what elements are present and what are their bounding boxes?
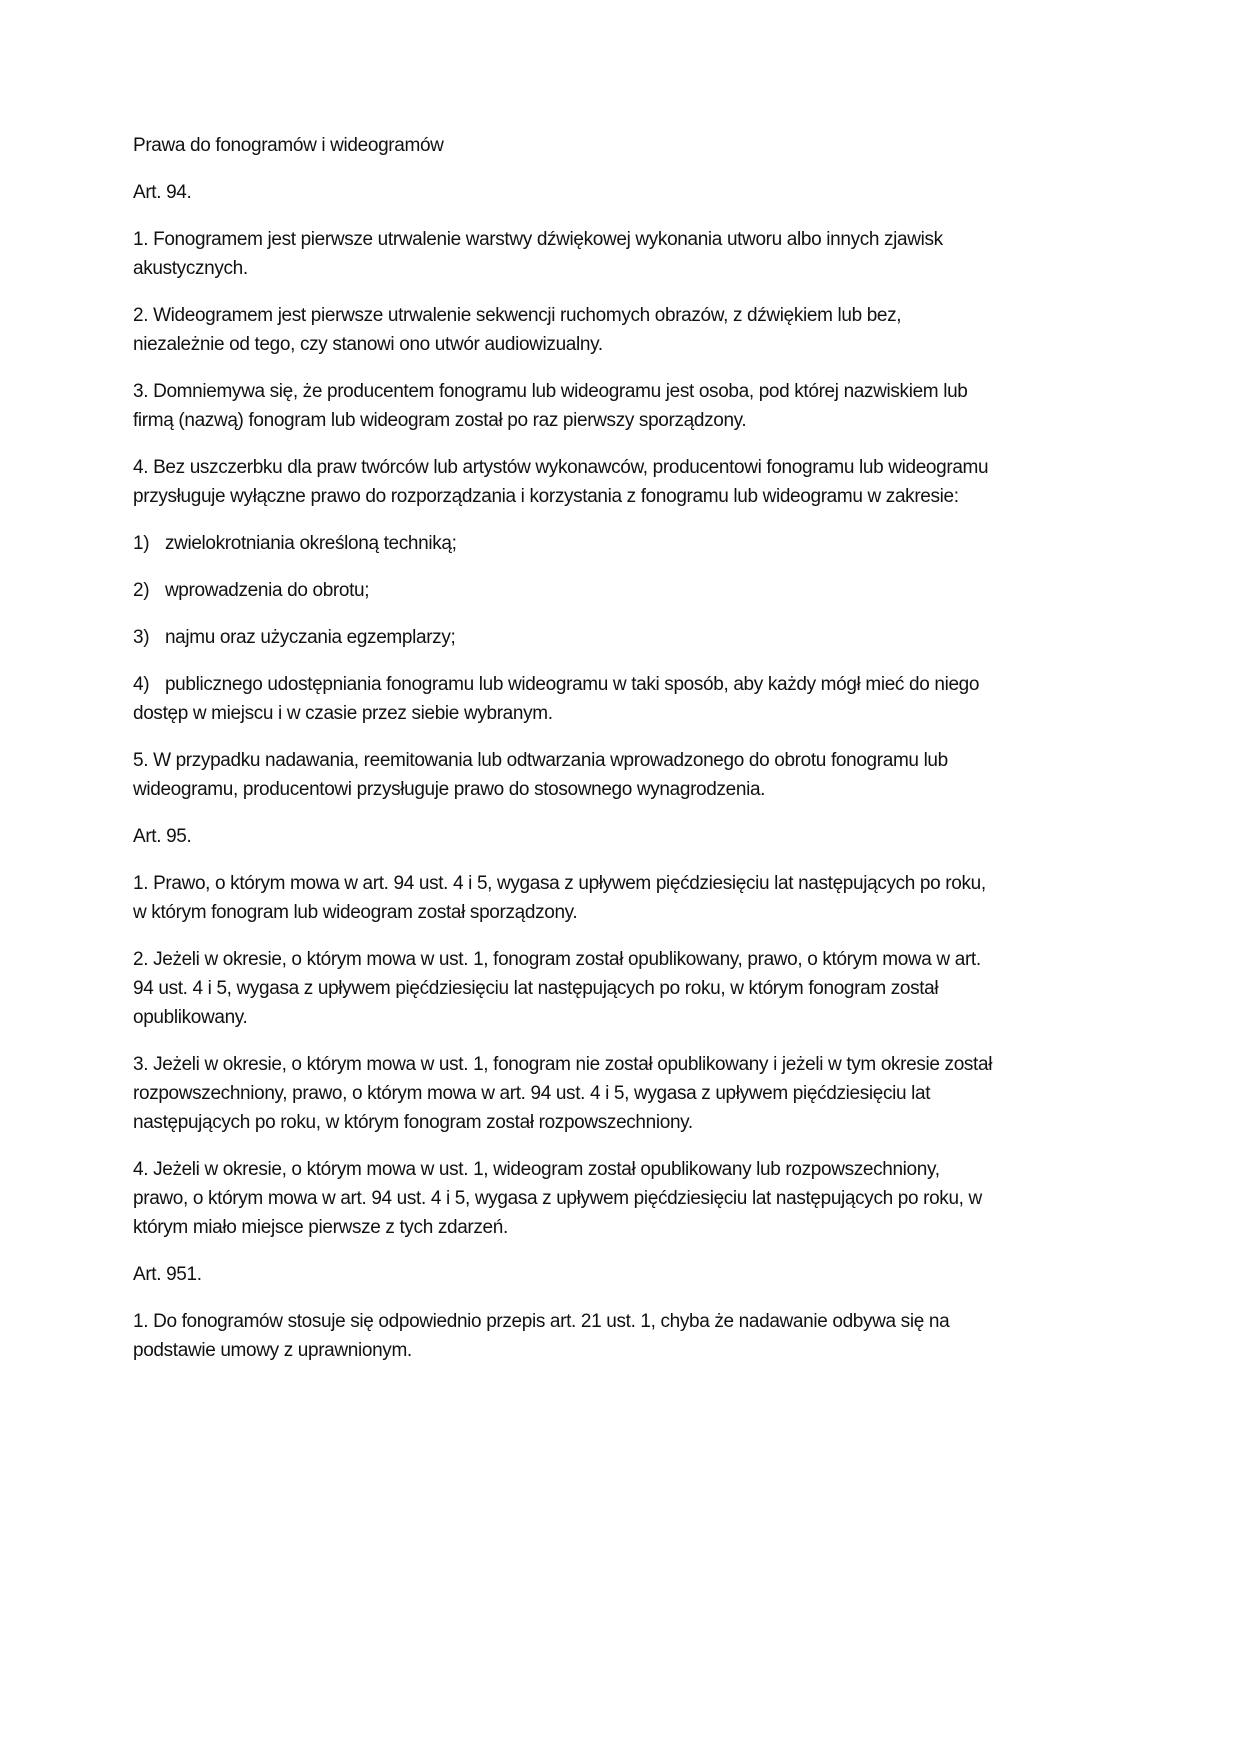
paragraph: 1. Do fonogramów stosuje się odpowiednio przepis art. 21 ust. 1, chyba że nadawanie odbywa się na podstawie umowy z uprawnionym.: [133, 1311, 950, 1361]
article-heading: Art. 94.: [133, 182, 192, 203]
list-item: [133, 576, 993, 605]
article-heading: Art. 95.: [133, 826, 192, 847]
list-text: najmu oraz użyczania egzemplarzy;: [164, 627, 456, 648]
article-heading: Art. 951.: [133, 1264, 202, 1285]
list-number: 3): [133, 627, 150, 648]
paragraph: 3. Jeżeli w okresie, o którym mowa w ust. 1, fonogram nie został opublikowany i jeżeli w tym okresie został rozpowszechniony, prawo, o którym mowa w art. 94 ust. 4 i 5, wygasa z upływem pięćdziesięciu lat następujących po roku, w którym fonogram został rozpowszechniony.: [133, 1054, 993, 1133]
paragraph: 4. Bez uszczerbku dla praw twórców lub artystów wykonawców, producentowi fonogramu lub wideogramu przysługuje wyłączne prawo do rozporządzania i korzystania z fonogramu lub wideogramu w zakresie:: [133, 457, 989, 507]
list-text: wprowadzenia do obrotu;: [164, 580, 370, 601]
paragraph: 2. Jeżeli w okresie, o którym mowa w ust. 1, fonogram został opublikowany, prawo, o którym mowa w art. 94 ust. 4 i 5, wygasa z upływem pięćdziesięciu lat następujących po roku, w którym fonogram został opublikowany.: [133, 949, 981, 1028]
list-number: 2): [133, 580, 150, 601]
paragraph: 4. Jeżeli w okresie, o którym mowa w ust. 1, wideogram został opublikowany lub rozpowszechniony, prawo, o którym mowa w art. 94 ust. 4 i 5, wygasa z upływem pięćdziesięciu lat następujących po roku, w którym miało miejsce pierwsze z tych zdarzeń.: [133, 1159, 982, 1238]
list-number: 1): [133, 533, 150, 554]
list-item: [133, 670, 993, 728]
document-page: [133, 131, 993, 1383]
paragraph: 3. Domniemywa się, że producentem fonogramu lub wideogramu jest osoba, pod której nazwiskiem lub firmą (nazwą) fonogram lub wideogram został po raz pierwszy sporządzony.: [133, 381, 968, 431]
list-item: [133, 529, 993, 558]
list-text: publicznego udostępniania fonogramu lub wideogramu w taki sposób, aby każdy mógł mieć do niego dostęp w miejscu i w czasie przez siebie wybranym.: [133, 674, 980, 724]
paragraph: 2. Wideogramem jest pierwsze utrwalenie sekwencji ruchomych obrazów, z dźwiękiem lub bez, niezależnie od tego, czy stanowi ono utwór audiowizualny.: [133, 305, 902, 355]
list-number: 4): [133, 674, 150, 695]
paragraph: 5. W przypadku nadawania, reemitowania lub odtwarzania wprowadzonego do obrotu fonogramu lub wideogramu, producentowi przysługuje prawo do stosownego wynagrodzenia.: [133, 750, 948, 800]
paragraph: 1. Fonogramem jest pierwsze utrwalenie warstwy dźwiękowej wykonania utworu albo innych zjawisk akustycznych.: [133, 229, 943, 279]
list-text: zwielokrotniania określoną techniką;: [164, 533, 457, 554]
document-title: Prawa do fonogramów i wideogramów: [133, 135, 444, 156]
list-item: [133, 623, 993, 652]
paragraph: 1. Prawo, o którym mowa w art. 94 ust. 4 i 5, wygasa z upływem pięćdziesięciu lat następujących po roku, w którym fonogram lub wideogram został sporządzony.: [133, 873, 986, 923]
